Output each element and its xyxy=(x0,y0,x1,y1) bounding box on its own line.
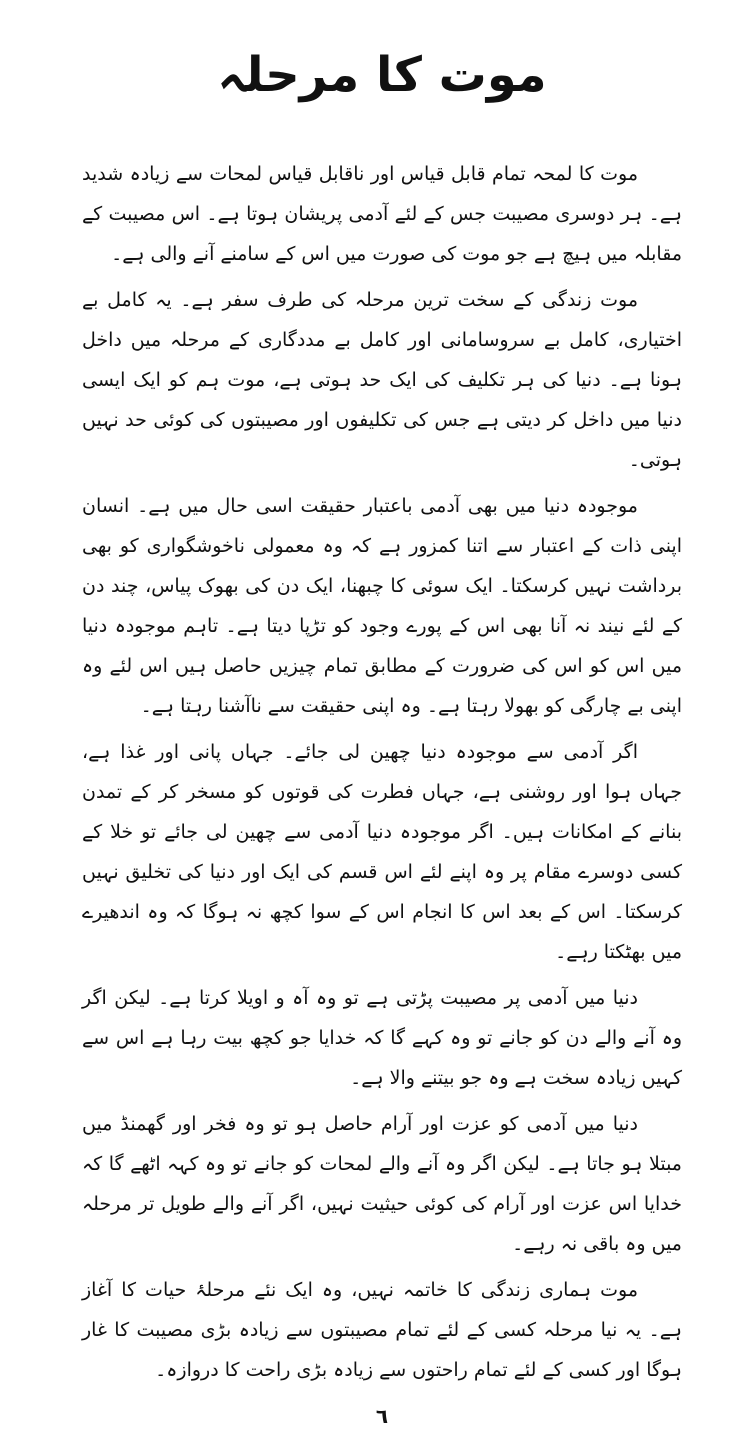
paragraph: اگر آدمی سے موجودہ دنیا چھین لی جائے۔ جہاں پانی اور غذا ہے، جہاں ہوا اور روشنی ہے، جہاں فطرت کی قوتوں کو مسخر کر کے تمدن بنانے کے امکانات ہیں۔ اگر موجودہ دنیا آدمی سے چھین لی جائے تو خلا کے کسی دوسرے مقام پر وہ اپنے لئے اس قسم کی ایک اور دنیا کی تخلیق نہیں کرسکتا۔ اس کے بعد اس کا انجام اس کے سوا کچھ نہ ہوگا کہ وہ اندھیرے میں بھٹکتا رہے۔ xyxy=(82,741,682,963)
paragraph: موت کا لمحہ تمام قابل قیاس اور ناقابل قیاس لمحات سے زیادہ شدید ہے۔ ہر دوسری مصیبت جس کے لئے آدمی پریشان ہوتا ہے۔ اس مصیبت کے مقابلہ میں ہیچ ہے جو موت کی صورت میں اس کے سامنے آنے والی ہے۔ xyxy=(82,163,682,265)
paragraph: موت ہماری زندگی کا خاتمہ نہیں، وہ ایک نئے مرحلۂ حیات کا آغاز ہے۔ یہ نیا مرحلہ کسی کے لئے تمام مصیبتوں سے زیادہ بڑی مصیبت کا غار ہوگا اور کسی کے لئے تمام راحتوں سے زیادہ بڑی راحت کا دروازہ۔ xyxy=(82,1279,682,1381)
paragraph: دنیا میں آدمی پر مصیبت پڑتی ہے تو وہ آہ و اویلا کرتا ہے۔ لیکن اگر وہ آنے والے دن کو جانے تو وہ کہے گا کہ خدایا جو کچھ بیت رہا ہے اس سے کہیں زیادہ سخت ہے وہ جو بیتنے والا ہے۔ xyxy=(82,987,682,1089)
body-text xyxy=(82,154,682,1396)
page-number: ٦ xyxy=(375,1404,389,1428)
paragraph: موجودہ دنیا میں بھی آدمی باعتبار حقیقت اسی حال میں ہے۔ انسان اپنی ذات کے اعتبار سے اتنا کمزور ہے کہ وہ معمولی ناخوشگواری کو بھی برداشت نہیں کرسکتا۔ ایک سوئی کا چبھنا، ایک دن کی بھوک پیاس، چند دن کے لئے نیند نہ آنا بھی اس کے پورے وجود کو تڑپا دیتا ہے۔ تاہم موجودہ دنیا میں اس کو اس کی ضرورت کے مطابق تمام چیزیں حاصل ہیں اس لئے وہ اپنی بے چارگی کو بھولا رہتا ہے۔ وہ اپنی حقیقت سے ناآشنا رہتا ہے۔ xyxy=(82,495,682,717)
paragraph: موت زندگی کے سخت ترین مرحلہ کی طرف سفر ہے۔ یہ کامل بے اختیاری، کامل بے سروسامانی اور کامل بے مددگاری کے مرحلہ میں داخل ہونا ہے۔ دنیا کی ہر تکلیف کی ایک حد ہوتی ہے، موت ہم کو ایک ایسی دنیا میں داخل کر دیتی ہے جس کی تکلیفوں اور مصیبتوں کی کوئی حد نہیں ہوتی۔ xyxy=(82,289,682,471)
paragraph: دنیا میں آدمی کو عزت اور آرام حاصل ہو تو وہ فخر اور گھمنڈ میں مبتلا ہو جاتا ہے۔ لیکن اگر وہ آنے والے لمحات کو جانے تو وہ کہہ اٹھے گا کہ خدایا اس عزت اور آرام کی کوئی حیثیت نہیں، اگر آنے والے طویل تر مرحلہ میں وہ باقی نہ رہے۔ xyxy=(82,1113,682,1255)
page-title: موت کا مرحلہ xyxy=(217,47,547,103)
